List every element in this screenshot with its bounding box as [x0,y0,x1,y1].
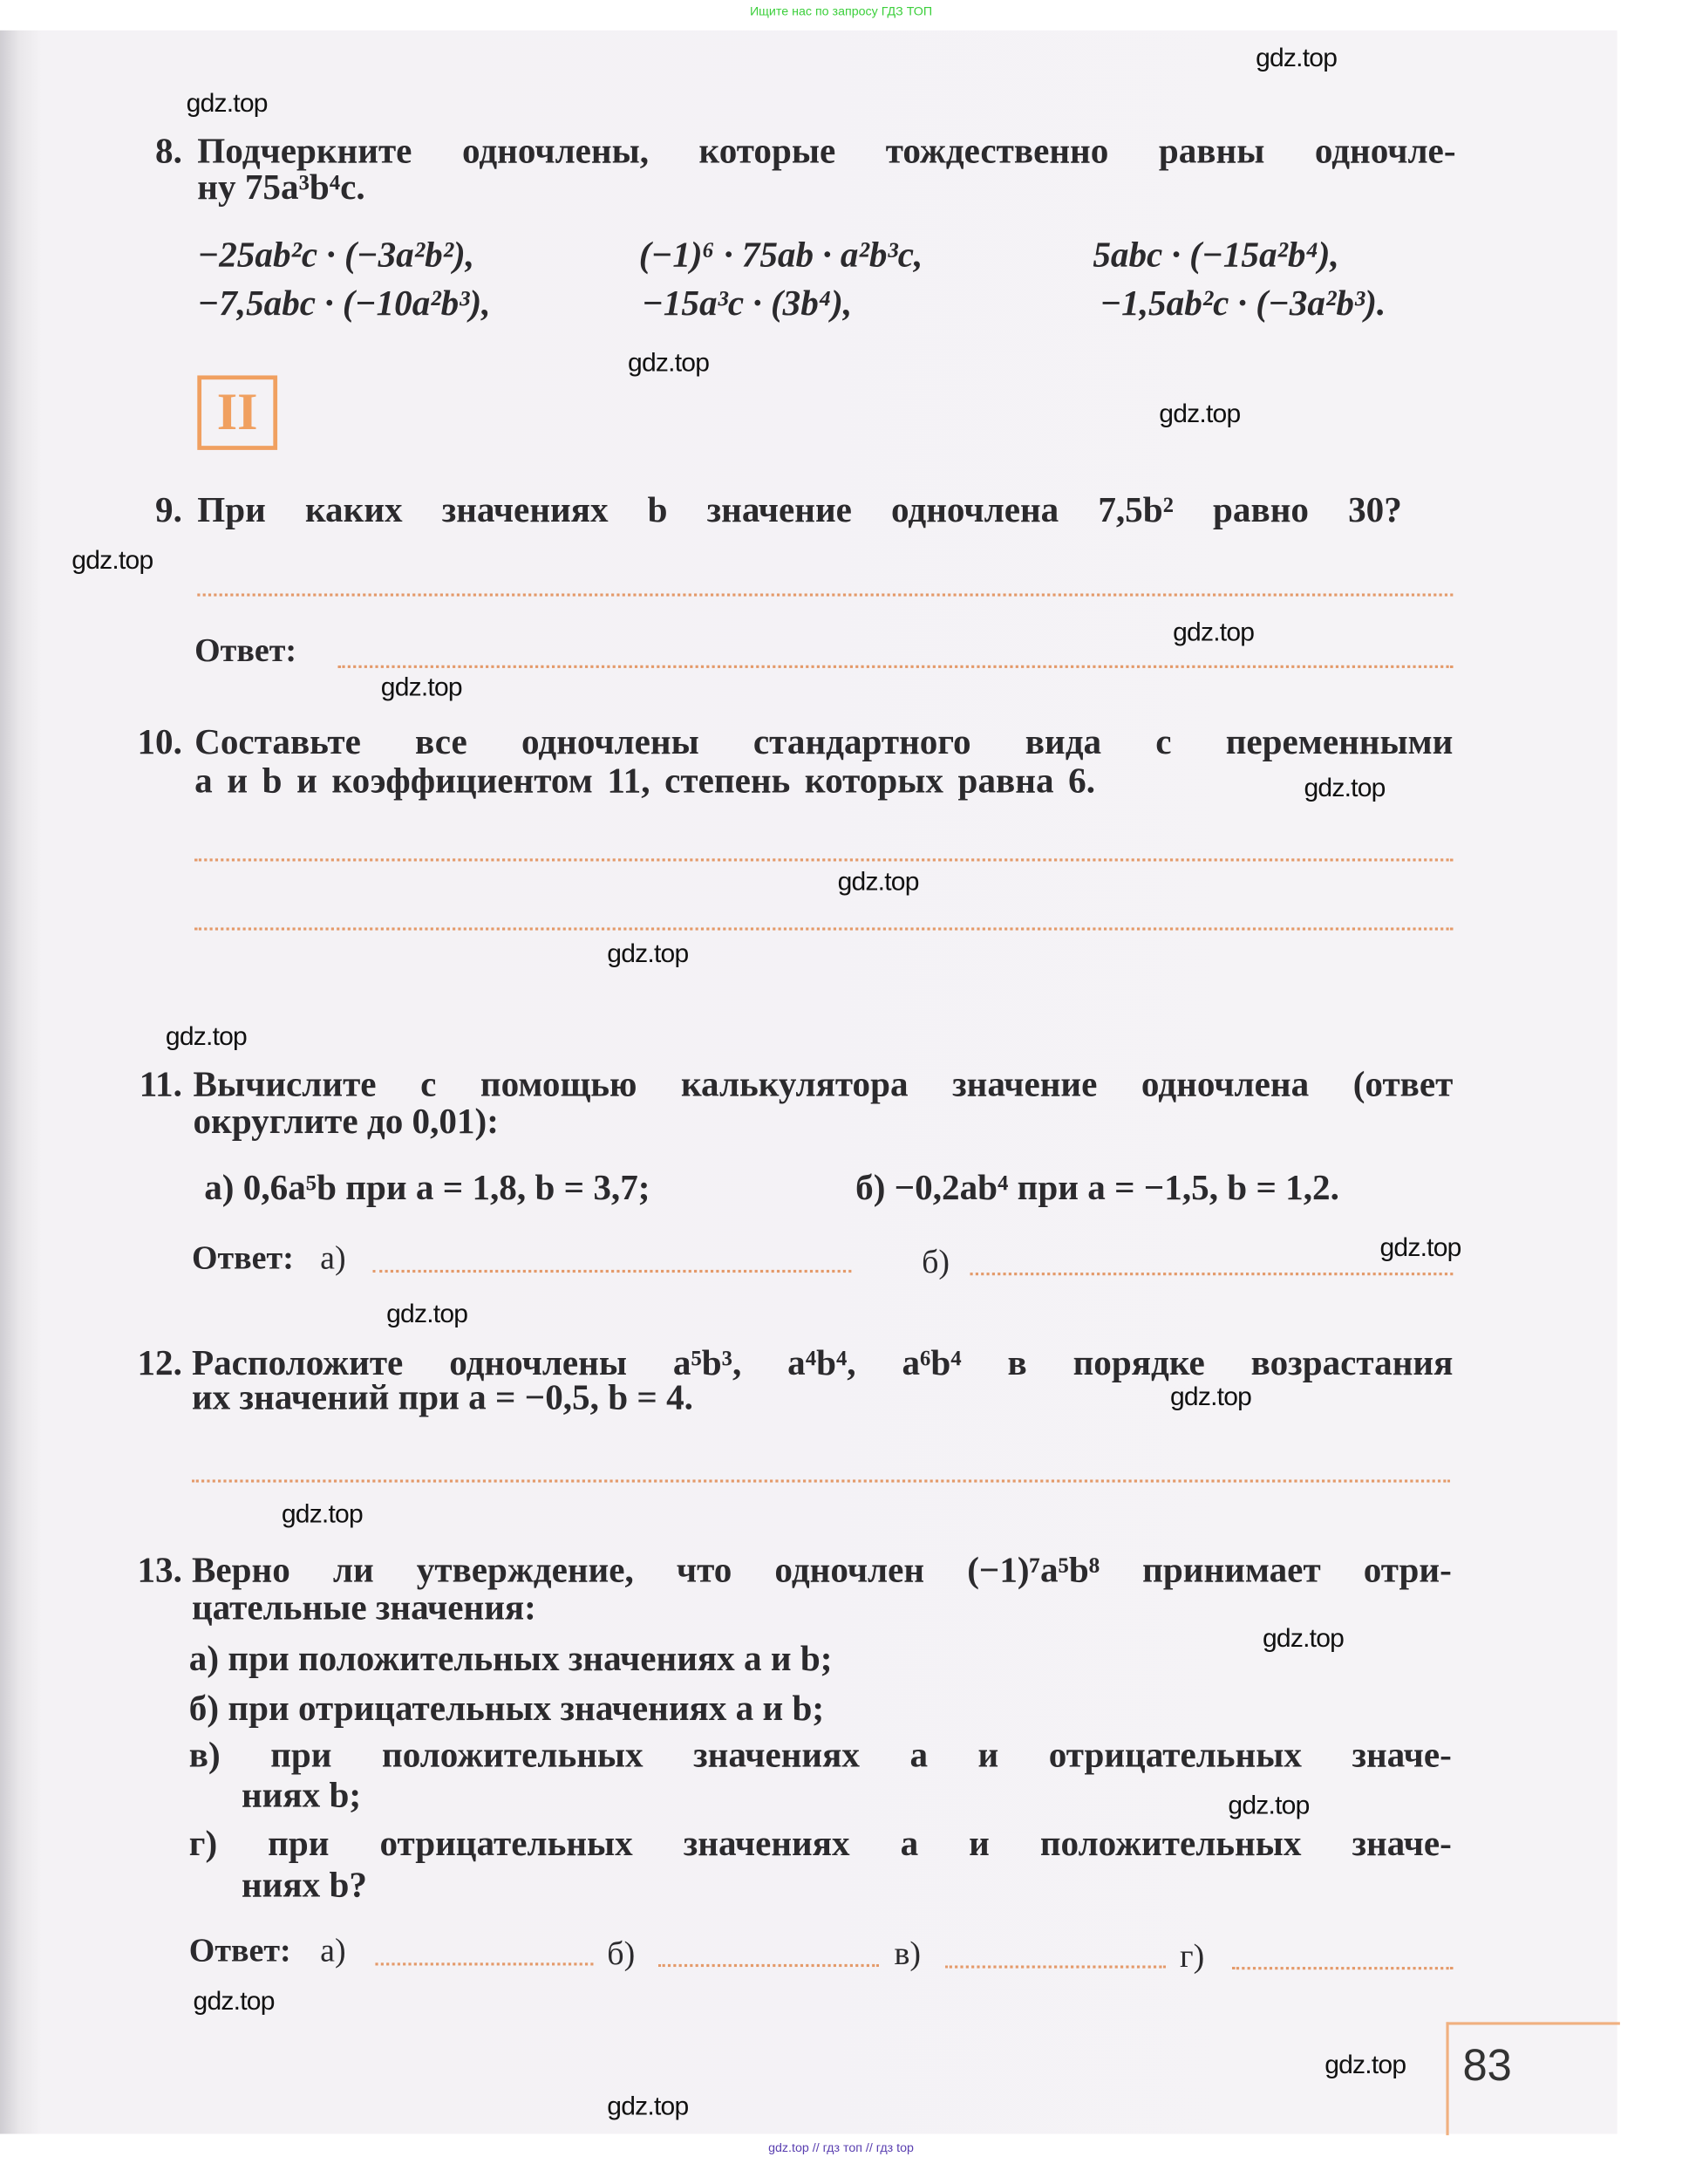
watermark: gdz.top [607,2092,689,2122]
q12-number: 12. [137,1342,182,1383]
watermark: gdz.top [1228,1792,1310,1821]
q10-number: 10. [137,721,182,762]
q13-answer-b-line[interactable] [658,1964,879,1967]
q9-text: При каких значениях b значение одночлена 7,5b² равно 30? [197,489,1402,530]
q9-number: 9. [155,489,182,530]
q13-option-c-line1: в) при положительных значениях a и отрицательных значе- [188,1735,1452,1776]
q13-text-line2: цательные значения: [191,1587,536,1628]
watermark: gdz.top [193,1987,275,2017]
q13-number: 13. [137,1550,182,1591]
watermark: gdz.top [1256,44,1338,73]
q11-answer-b-line[interactable] [970,1273,1453,1275]
q8-option-4: −7,5abc · (−10a²b³), [197,283,491,324]
q11-number: 11. [139,1064,182,1104]
section-ii-mark: II [197,375,277,449]
watermark: gdz.top [281,1500,363,1530]
q8-option-1: −25ab²c · (−3a²b²), [197,235,475,275]
q12-text-line1: Расположите одночлены a⁵b³, a⁴b⁴, a⁶b⁴ в порядке возрастания [191,1342,1454,1383]
q13-option-d-line1: г) при отрицательных значениях a и положительных значе- [188,1823,1452,1864]
watermark: gdz.top [1262,1624,1345,1654]
watermark: gdz.top [186,89,268,119]
q8-option-3: 5abc · (−15a²b⁴), [1093,235,1339,275]
q10-text-line1: Составьте все одночлены стандартного вида с переменными [194,721,1454,762]
watermark: gdz.top [1304,774,1386,804]
q8-option-6: −1,5ab²c · (−3a²b³). [1100,283,1386,324]
q13-answer-a-line[interactable] [375,1962,593,1965]
q9-answer-label: Ответ: [194,633,297,670]
watermark: gdz.top [1173,618,1255,648]
page-number: 83 [1462,2039,1512,2090]
watermark: gdz.top [1324,2051,1406,2080]
q10-work-line-1[interactable] [194,858,1453,861]
watermark: gdz.top [1379,1233,1461,1263]
q8-text-line2: ну 75a³b⁴c. [197,167,365,208]
watermark: gdz.top [837,868,919,897]
q13-answer-c-label: в) [894,1936,922,1973]
q9-work-line[interactable] [197,593,1453,596]
watermark: gdz.top [72,546,153,576]
footer-note: gdz.top // гдз топ // гдз top [768,2140,914,2155]
q13-answer-b-label: б) [607,1936,636,1973]
q11-text-line1: Вычислите с помощью калькулятора значение одночлена (ответ [193,1064,1454,1104]
q12-text-line2: их значений при a = −0,5, b = 4. [191,1377,693,1418]
q11-part-b: б) −0,2ab⁴ при a = −1,5, b = 1,2. [855,1167,1339,1208]
q11-answer-label: Ответ: [191,1240,294,1277]
q8-number: 8. [155,131,182,172]
top-search-note: Ищите нас по запросу ГДЗ ТОП [749,3,933,18]
q10-text-line2: a и b и коэффициентом 11, степень которых равна 6. [194,760,1096,801]
watermark: gdz.top [386,1300,468,1329]
q11-answer-a-label: а) [320,1240,346,1277]
q13-answer-d-label: г) [1180,1939,1205,1976]
q10-work-line-2[interactable] [194,927,1453,930]
q13-option-c-line2: ниях b; [241,1775,362,1815]
watermark: gdz.top [628,349,710,379]
watermark: gdz.top [165,1022,247,1052]
q11-text-line2: округлите до 0,01): [193,1101,499,1142]
q13-option-a: а) при положительных значениях a и b; [188,1638,833,1679]
q13-option-b: б) при отрицательных значениях a и b; [188,1688,825,1729]
q13-answer-c-line[interactable] [945,1965,1166,1968]
q11-answer-a-line[interactable] [372,1270,851,1273]
q12-answer-line[interactable] [192,1479,1450,1482]
q13-answer-label: Ответ: [188,1934,291,1970]
q11-part-a: а) 0,6a⁵b при a = 1,8, b = 3,7; [204,1167,650,1208]
q8-text-line1: Подчеркните одночлены, которые тождественно равны одночле- [197,131,1456,172]
q11-answer-b-label: б) [922,1245,950,1281]
q8-option-2: (−1)⁶ · 75ab · a²b³c, [638,235,923,275]
watermark: gdz.top [1169,1382,1252,1412]
q13-answer-a-label: а) [320,1934,346,1970]
q13-text-line1: Верно ли утверждение, что одночлен (−1)⁷a⁵b⁸ принимает отри- [191,1550,1452,1591]
watermark: gdz.top [380,673,462,703]
q13-answer-d-line[interactable] [1232,1967,1453,1969]
q8-option-5: −15a³c · (3b⁴), [641,283,853,324]
watermark: gdz.top [607,939,689,969]
q9-answer-line[interactable] [338,665,1454,668]
q13-option-d-line2: ниях b? [241,1864,367,1905]
watermark: gdz.top [1159,399,1241,430]
